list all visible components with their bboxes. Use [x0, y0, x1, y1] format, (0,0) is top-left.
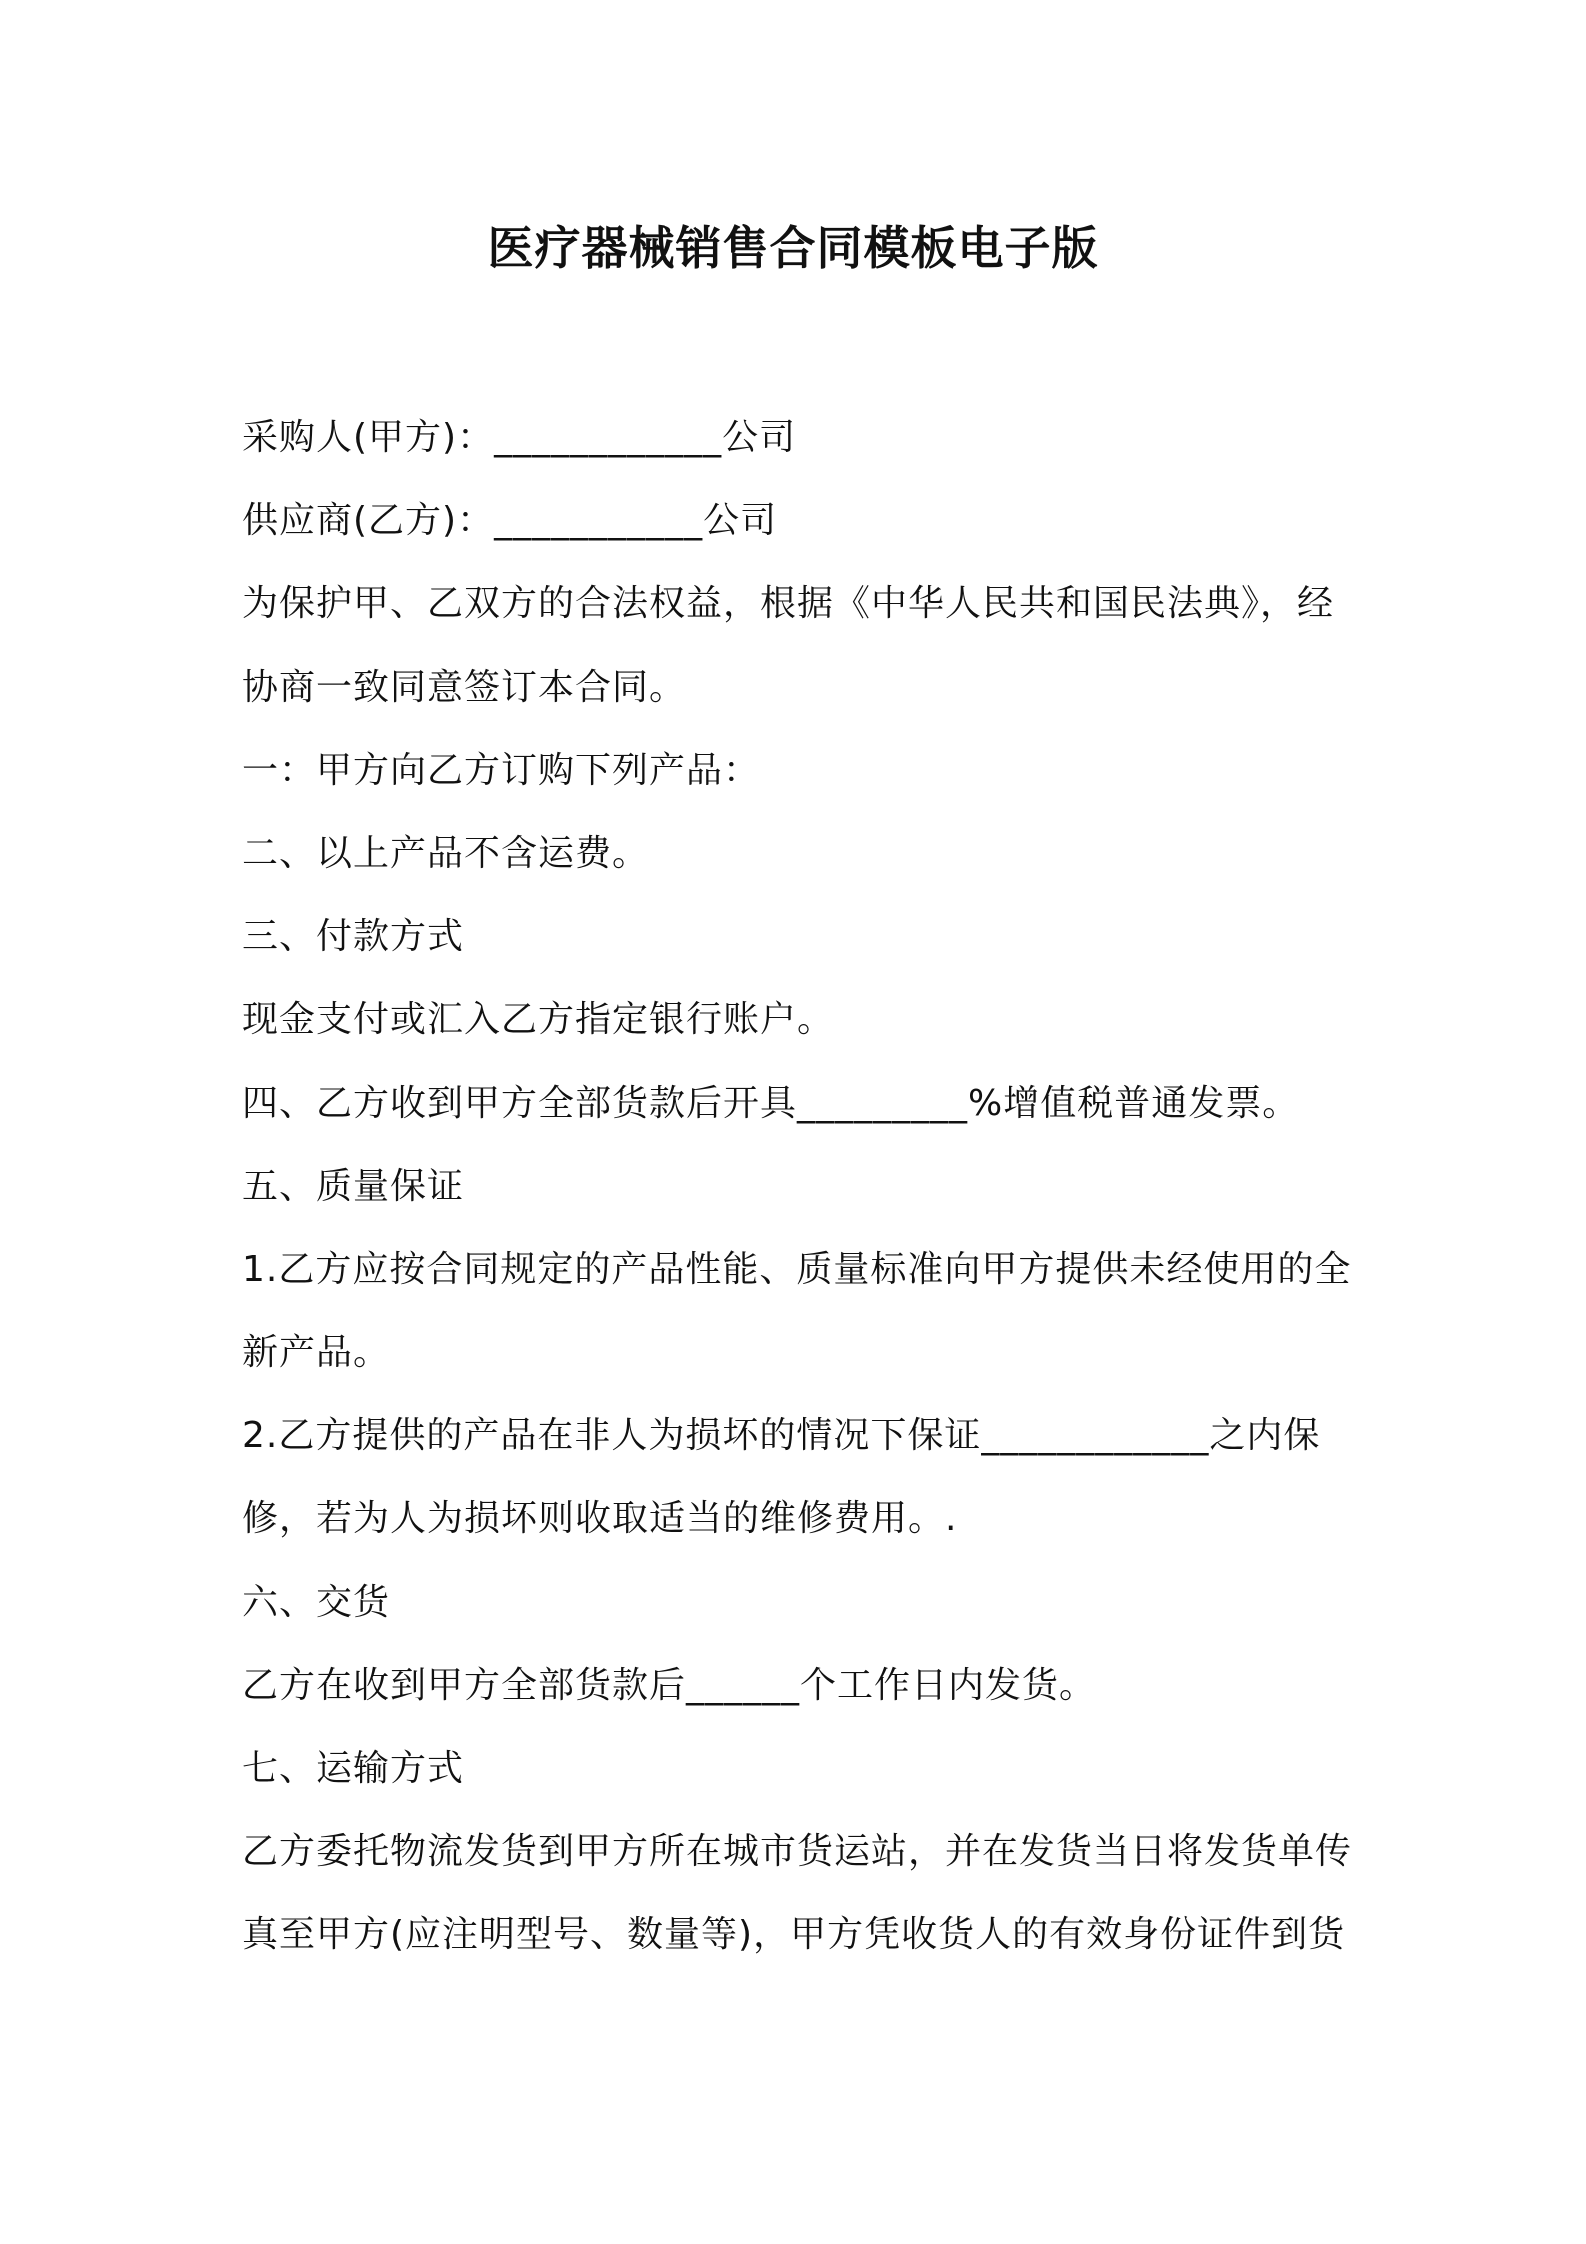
document-body — [242, 396, 1360, 1977]
clause-7-text-line-1: 乙方委托物流发货到甲方所在城市货运站，并在发货当日将发货单传 — [242, 1831, 1353, 1873]
clause-5-item-1-line-2: 新产品。 — [242, 1332, 391, 1374]
clause-7-heading: 七、运输方式 — [242, 1748, 465, 1789]
preamble-line-1: 为保护甲、乙双方的合法权益，根据《中华人民共和国民法典》，经 — [242, 583, 1335, 625]
clause-3-text: 现金支付或汇入乙方指定银行账户。 — [242, 999, 835, 1041]
document-title: 医疗器械销售合同模板电子版 — [487, 221, 1099, 275]
clause-4-text: 四、乙方收到甲方全部货款后开具_________%增值税普通发票。 — [242, 1082, 1300, 1124]
clause-6-heading: 六、交货 — [242, 1581, 391, 1623]
supplier-line: 供应商(乙方)：___________公司 — [242, 500, 778, 542]
preamble-line-2: 协商一致同意签订本合同。 — [242, 666, 687, 708]
clause-7-text-line-2: 真至甲方(应注明型号、数量等)，甲方凭收货人的有效身份证件到货 — [242, 1914, 1346, 1956]
clause-6-text: 乙方在收到甲方全部货款后______个工作日内发货。 — [242, 1664, 1097, 1706]
clause-5-heading: 五、质量保证 — [242, 1165, 465, 1207]
clause-1-heading: 一：甲方向乙方订购下列产品： — [242, 749, 761, 791]
clause-3-heading: 三、付款方式 — [242, 916, 465, 958]
clause-2-heading: 二、以上产品不含运费。 — [242, 832, 650, 874]
buyer-line: 采购人(甲方)：____________公司 — [242, 417, 797, 458]
clause-5-item-2-line-1: 2.乙方提供的产品在非人为损坏的情况下保证____________之内保 — [242, 1415, 1321, 1457]
clause-5-item-1-line-1: 1.乙方应按合同规定的产品性能、质量标准向甲方提供未经使用的全 — [242, 1248, 1352, 1290]
clause-5-item-2-line-2: 修，若为人为损坏则收取适当的维修费用。. — [242, 1498, 958, 1540]
